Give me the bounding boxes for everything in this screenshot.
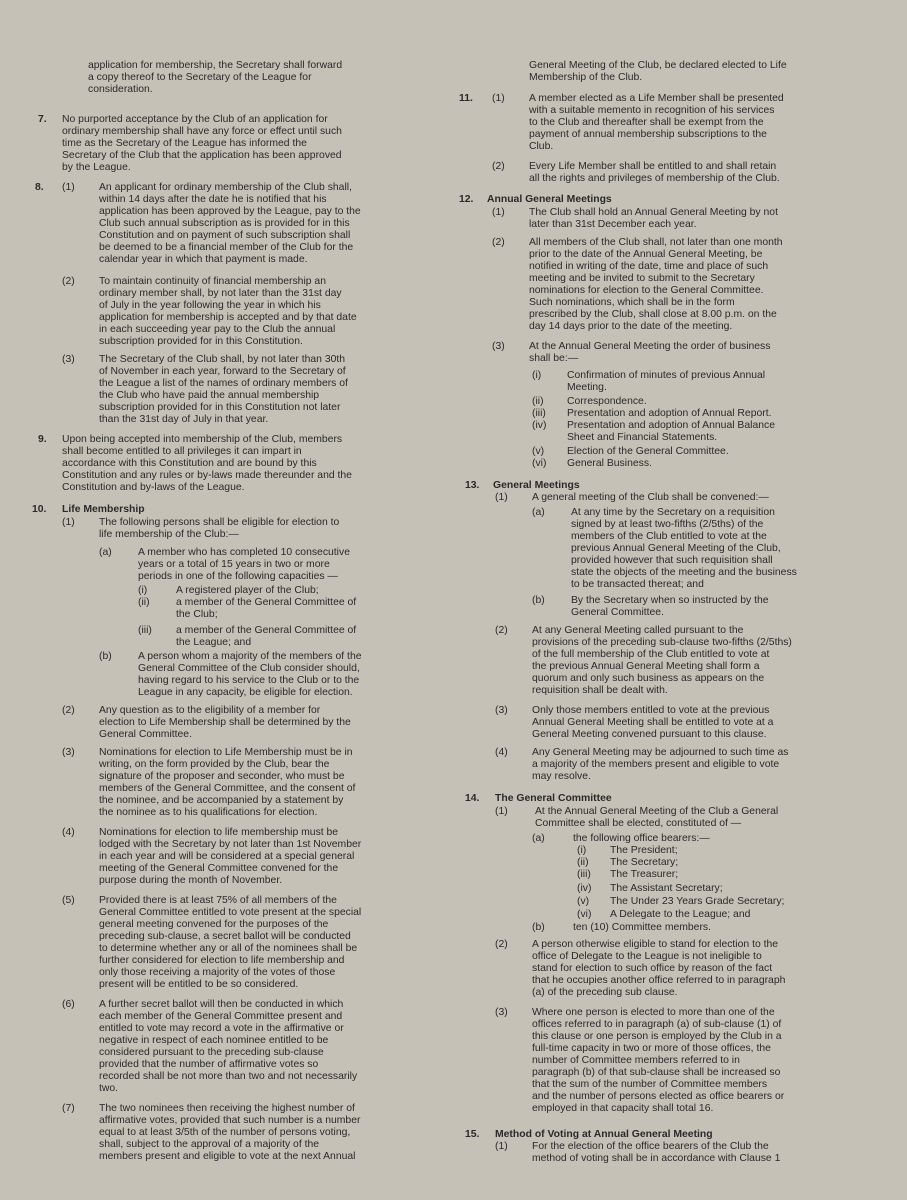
clause-heading: 14. [465,793,480,804]
text-line: each member of the General Committee present and [99,1011,343,1022]
text-line: provisions of the preceding sub-clause two-fifths (2/5ths) [532,637,792,648]
text-line: full-time capacity in two or more of those offices, the [532,1043,771,1054]
text-line: election to Life Membership shall be determined by the [99,717,351,728]
text-line: Constitution and any rules or by-laws made thereunder and the [62,470,352,481]
text-line: nominations for election to the General Committee. [529,285,764,296]
text-line: (1) [492,93,505,104]
text-line: Constitution and on payment of such subscription shall [99,230,351,241]
text-line: The Secretary; [610,857,679,868]
text-line: to determine whether any or all of the nominees shall be [99,943,358,954]
text-line: notified in writing of the date, time and place of such [529,261,769,272]
text-line: (2) [62,276,75,287]
clause-heading: 9. [38,434,47,445]
text-line: (i) [532,370,542,381]
text-line: shall, subject to the approval of a majority of the [99,1139,320,1150]
text-line: (i) [138,585,148,596]
text-line: (1) [62,517,75,528]
text-line: writing, on the form provided by the Club, bear the [99,759,330,770]
text-line: offices referred to in paragraph (a) of sub-clause (1) of [532,1019,782,1030]
text-line: and the number of persons elected as office bearers or [532,1091,785,1102]
text-line: (iii) [532,408,546,419]
text-line: the following office bearers:— [573,833,710,844]
text-line: to be transacted thereat; and [571,579,704,590]
text-line: paragraph (b) of that sub-clause shall be increased so [532,1067,781,1078]
text-line: Confirmation of minutes of previous Annual [567,370,766,381]
text-line: subscription provided for in this Constitution not later [99,402,341,413]
text-line: A Delegate to the League; and [610,909,751,920]
text-line: (2) [495,939,508,950]
text-line: Upon being accepted into membership of the Club, members [62,434,343,445]
clause-heading: Life Membership [62,504,145,515]
text-line: An applicant for ordinary membership of the Club shall, [99,182,352,193]
clause-heading: 15. [465,1129,480,1140]
text-line: method of voting shall be in accordance with Clause 1 [532,1153,781,1164]
text-line: By the Secretary when so instructed by the [571,595,769,606]
text-line: Club such annual subscription as is provided for in this [99,218,350,229]
text-line: General Meeting of the Club, be declared elected to Life [529,60,787,71]
text-line: in each succeeding year pay to the Club the annual [99,324,336,335]
text-line: (3) [62,354,75,365]
text-line: consideration. [88,84,153,95]
text-line: a member of the General Committee of [176,597,357,608]
text-line: Where one person is elected to more than one of the [532,1007,775,1018]
text-line: accordance with this Constitution and are bound by this [62,458,317,469]
text-line: equal to at least 3/5th of the number of persons voting, [99,1127,351,1138]
text-line: General Committee entitled to vote present at the special [99,907,362,918]
text-line: shall be:— [529,353,579,364]
text-line: (4) [62,827,75,838]
text-line: Nominations for election to Life Membership must be in [99,747,353,758]
text-line: previous Annual General Meeting of the Club, [571,543,781,554]
clause-heading: 7. [38,114,47,125]
text-line: At the Annual General Meeting the order of business [529,341,771,352]
text-line: Any General Meeting may be adjourned to such time as [532,747,789,758]
text-line: only those receiving a majority of the votes of those [99,967,336,978]
text-line: (a) [532,833,545,844]
text-line: Every Life Member shall be entitled to and shall retain [529,161,777,172]
text-line: provided however that such requisition shall [571,555,773,566]
text-line: (a) [532,507,545,518]
text-line: (iv) [577,883,592,894]
text-line: Club. [529,141,554,152]
text-line: preceding sub-clause, a secret ballot will be conducted [99,931,351,942]
text-line: Committee shall be elected, constituted of — [535,818,742,829]
text-line: considered pursuant to the preceding sub-clause [99,1047,324,1058]
text-line: present will be entitled to be so considered. [99,979,299,990]
clause-heading: 11. [459,93,473,104]
text-line: A member who has completed 10 consecutive [138,547,350,558]
text-line: Such nominations, which shall be in the form [529,297,735,308]
text-line: (1) [495,1141,508,1152]
text-line: periods in one of the following capacities — [138,571,338,582]
text-line: office of Delegate to the League is not ineligible to [532,951,762,962]
text-line: life membership of the Club:— [99,529,239,540]
text-line: General Committee of the Club consider should, [138,663,360,674]
text-line: (iii) [577,869,591,880]
text-line: number of Committee members referred to in [532,1055,740,1066]
text-line: members present and eligible to vote at the next Annual [99,1151,356,1162]
text-line: A person whom a majority of the members of the [138,651,362,662]
text-line: prior to the date of the Annual General Meeting, be [529,249,763,260]
text-line: For the election of the office bearers of the Club the [532,1141,769,1152]
text-line: the League a list of the names of ordinary members of [99,378,348,389]
text-line: (2) [62,705,75,716]
text-line: stand for election to such office by reason of the fact [532,963,773,974]
text-line: quorum and only such business as appears on the [532,673,765,684]
text-line: meeting of the General Committee convened for the [99,863,339,874]
text-line: General Committee. [99,729,192,740]
text-line: entitled to vote may record a vote in the affirmative or [99,1023,344,1034]
text-line: (vi) [532,458,547,469]
text-line: meeting and be invited to submit to the Secretary [529,273,755,284]
text-line: (iv) [532,420,547,431]
text-line: a majority of the members present and eligible to vote [532,759,780,770]
text-line: negative in respect of each nominee entitled to be [99,1035,329,1046]
text-line: of November in each year, forward to the Secretary of [99,366,346,377]
clause-heading: 8. [35,182,44,193]
text-line: time as the Secretary of the League has informed the [62,138,307,149]
text-line: signed by at least two-fifths (2/5ths) of the [571,519,764,530]
text-line: General Business. [567,458,652,469]
text-line: day 14 days prior to the date of the meeting. [529,321,733,332]
text-line: The Club shall hold an Annual General Meeting by not [529,207,778,218]
text-line: A further secret ballot will then be conducted in which [99,999,344,1010]
text-line: Annual General Meeting shall be entitled to vote at a [532,717,774,728]
text-line: (b) [532,595,545,606]
text-line: The two nominees then receiving the highest number of [99,1103,355,1114]
text-line: of the full membership of the Club entitled to vote at [532,649,770,660]
text-line: the Club; [176,609,218,620]
clause-heading: 12. [459,194,474,205]
text-line: (5) [62,895,75,906]
text-line: (2) [492,237,505,248]
text-line: League in any capacity, be eligible for election. [138,687,353,698]
clause-heading: Annual General Meetings [487,194,612,205]
text-line: Secretary of the Club that the application has been approved [62,150,342,161]
text-line: all the rights and privileges of membership of the Club. [529,173,780,184]
text-line: general meeting convened for the purposes of the [99,919,329,930]
text-line: A member elected as a Life Member shall be presented [529,93,784,104]
text-line: this clause or one person is employed by the Club in a [532,1031,782,1042]
text-line: Sheet and Financial Statements. [567,432,718,443]
text-line: ordinary membership shall have any force or effect until such [62,126,342,137]
text-line: may resolve. [532,771,591,782]
text-line: (1) [62,182,75,193]
text-line: a member of the General Committee of [176,625,357,636]
text-line: General Committee. [571,607,664,618]
text-line: (3) [492,341,505,352]
text-line: in each year and will be considered at a special general [99,851,355,862]
text-line: (3) [62,747,75,758]
text-line: a copy thereof to the Secretary of the League for [88,72,312,83]
text-line: (ii) [138,597,150,608]
text-line: At the Annual General Meeting of the Club a General [535,806,779,817]
text-line: (1) [492,207,505,218]
text-line: Constitution and by-laws of the League. [62,482,245,493]
text-line: calendar year in which that payment is made. [99,254,308,265]
text-line: Presentation and adoption of Annual Report. [567,408,772,419]
text-line: (b) [532,922,545,933]
text-line: the nominee, and be accompanied by a statement by [99,795,344,806]
text-line: (vi) [577,909,592,920]
text-line: later than 31st December each year. [529,219,697,230]
text-line: ordinary member shall, by not later than the 31st day [99,288,342,299]
text-line: years or a total of 15 years in two or more [138,559,330,570]
text-line: (i) [577,845,587,856]
text-line: A registered player of the Club; [176,585,319,596]
text-line: A person otherwise eligible to stand for election to the [532,939,779,950]
text-line: (a) of the preceding sub clause. [532,987,678,998]
text-line: affirmative votes, provided that such number is a number [99,1115,361,1126]
text-line: provided that the number of affirmative votes so [99,1059,319,1070]
text-line: the League; and [176,637,252,648]
text-line: Correspondence. [567,396,647,407]
text-line: (ii) [532,396,544,407]
text-line: that he occupies another office referred to in paragraph [532,975,786,986]
text-line: The Treasurer; [610,869,679,880]
text-line: The Secretary of the Club shall, by not later than 30th [99,354,346,365]
text-line: that the sum of the number of Committee members [532,1079,768,1090]
text-line: At any General Meeting called pursuant to the [532,625,744,636]
text-line: (6) [62,999,75,1010]
text-line: purpose during the month of November. [99,875,283,886]
text-line: shall become entitled to all privileges it can impart in [62,446,302,457]
text-line: Meeting. [567,382,607,393]
text-line: (v) [532,446,545,457]
text-line: (v) [577,896,590,907]
text-line: (a) [99,547,112,558]
text-line: To maintain continuity of financial membership an [99,276,326,287]
text-line: (iii) [138,625,152,636]
text-line: recorded shall be not more than two and not necessarily [99,1071,358,1082]
text-line: the Club who have paid the annual membership [99,390,320,401]
text-line: Membership of the Club. [529,72,643,83]
text-line: the nominee as to his qualifications for election. [99,807,318,818]
text-line: application for membership is accepted and by that date [99,312,357,323]
text-line: to the Club and thereafter shall be exempt from the [529,117,764,128]
text-line: members of the General Committee, and the consent of [99,783,356,794]
text-line: two. [99,1083,119,1094]
text-line: (2) [492,161,505,172]
text-line: The Under 23 Years Grade Secretary; [610,896,785,907]
text-line: the previous Annual General Meeting shall form a [532,661,760,672]
text-line: Nominations for election to life membership must be [99,827,339,838]
text-line: (1) [495,492,508,503]
text-line: having regard to his service to the Club or to the [138,675,360,686]
clause-heading: Method of Voting at Annual General Meeting [495,1129,713,1140]
text-line: ten (10) Committee members. [573,922,712,933]
text-line: further considered for election to life membership and [99,955,345,966]
text-line: All members of the Club shall, not later than one month [529,237,783,248]
clause-heading: 10. [32,504,47,515]
text-line: lodged with the Secretary by not later than 1st November [99,839,362,850]
text-line: state the objects of the meeting and the business [571,567,797,578]
text-line: Election of the General Committee. [567,446,729,457]
text-line: The Assistant Secretary; [610,883,723,894]
text-line: with a suitable memento in recognition of his services [529,105,775,116]
text-line: Any question as to the eligibility of a member for [99,705,321,716]
clause-heading: The General Committee [495,793,612,804]
text-line: The following persons shall be eligible for election to [99,517,340,528]
text-line: subscription provided for in this Constitution. [99,336,303,347]
text-line: (4) [495,747,508,758]
text-line: (ii) [577,857,589,868]
clause-heading: 13. [465,480,480,491]
text-line: Only those members entitled to vote at the previous [532,705,770,716]
text-line: payment of annual membership subscriptions to the [529,129,767,140]
text-line: The President; [610,845,678,856]
text-line: of July in the year following the year in which his [99,300,321,311]
text-line: application for membership, the Secretary shall forward [88,60,343,71]
text-line: prescribed by the Club, shall close at 8.00 p.m. on the [529,309,777,320]
text-line: by the League. [62,162,131,173]
text-line: At any time by the Secretary on a requisition [571,507,775,518]
text-line: General Meeting convened pursuant to this clause. [532,729,767,740]
text-line: within 14 days after the date he is notified that his [99,194,327,205]
text-line: employed in that capacity shall total 16. [532,1103,714,1114]
text-line: Provided there is at least 75% of all members of the [99,895,337,906]
text-line: (3) [495,1007,508,1018]
text-line: (1) [495,806,508,817]
text-line: than the 31st day of July in that year. [99,414,269,425]
text-line: A general meeting of the Club shall be convened:— [532,492,769,503]
text-line: requisition shall be dealt with. [532,685,668,696]
text-line: be deemed to be a financial member of the Club for the [99,242,354,253]
text-line: (b) [99,651,112,662]
text-line: (3) [495,705,508,716]
text-line: (2) [495,625,508,636]
text-line: (7) [62,1103,75,1114]
clause-heading: General Meetings [493,480,580,491]
text-line: Presentation and adoption of Annual Balance [567,420,775,431]
text-line: members of the Club entitled to vote at the [571,531,767,542]
text-line: No purported acceptance by the Club of an application for [62,114,328,125]
text-line: signature of the proposer and seconder, who must be [99,771,345,782]
text-line: application has been approved by the League, pay to the [99,206,361,217]
